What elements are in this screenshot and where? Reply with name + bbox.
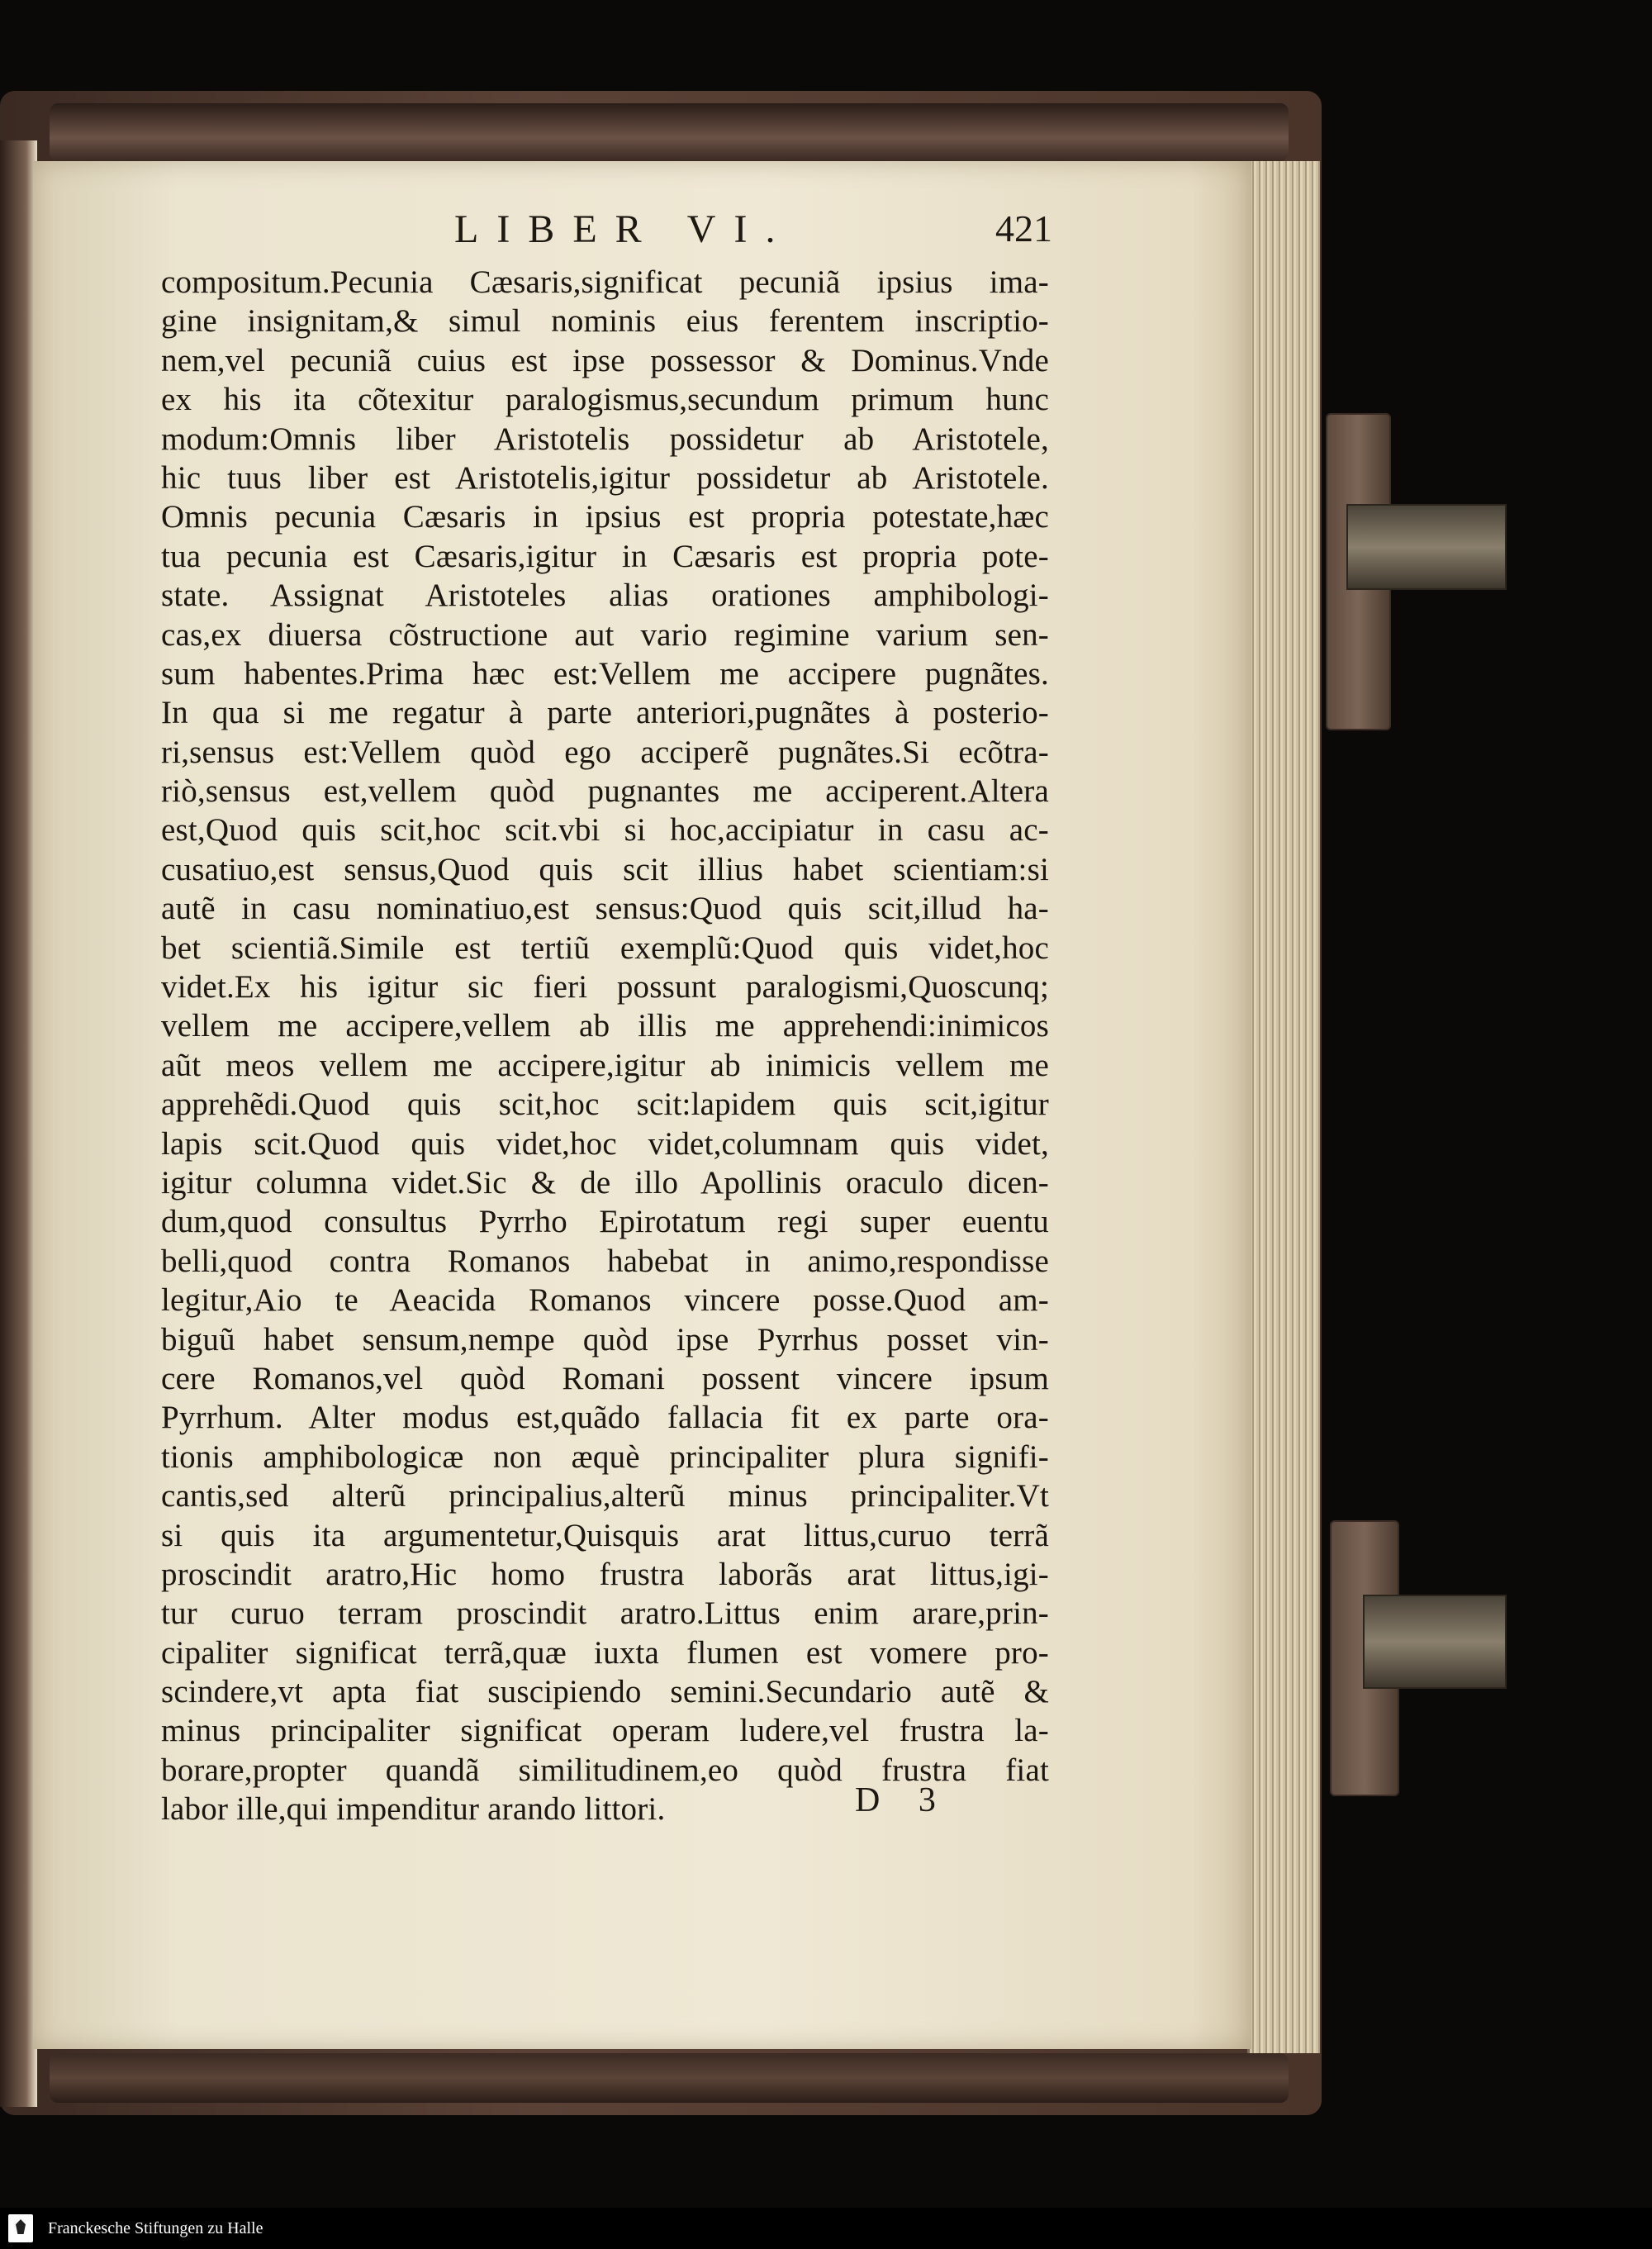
text-line: sum habentes.Prima hæc est:Vellem me accipere pugnãtes.: [161, 655, 1049, 692]
text-line: minus principaliter significat operam ludere,vel frustra la-: [161, 1713, 1049, 1749]
text-line: tionis amphibologicæ non æquè principaliter plura signifi-: [161, 1438, 1049, 1475]
text-line: dum,quod consultus Pyrrho Epirotatum regi super euentu: [161, 1204, 1049, 1240]
text-line: proscindit aratro,Hic homo frustra laborãs arat littus,igi-: [161, 1556, 1049, 1592]
institution-logo-icon: [8, 2214, 33, 2242]
text-line: cere Romanos,vel quòd Romani possent vincere ipsum: [161, 1360, 1049, 1396]
text-line: est,Quod quis scit,hoc scit.vbi si hoc,accipiatur in casu ac-: [161, 812, 1049, 849]
text-line: apprehẽdi.Quod quis scit,hoc scit:lapidem quis scit,igitur: [161, 1086, 1049, 1123]
text-line: videt.Ex his igitur sic fieri possunt paralogismi,Quoscunq;: [161, 969, 1049, 1006]
text-line: Pyrrhum. Alter modus est,quãdo fallacia fit ex parte ora-: [161, 1400, 1049, 1436]
text-line: aũt meos vellem me accipere,igitur ab inimicis vellem me: [161, 1047, 1049, 1083]
text-line: hic tuus liber est Aristotelis,igitur possidetur ab Aristotele.: [161, 459, 1049, 496]
text-line: Omnis pecunia Cæsaris in ipsius est propria potestate,hæc: [161, 499, 1049, 535]
text-line: lapis scit.Quod quis videt,hoc videt,columnam quis videt,: [161, 1125, 1049, 1162]
text-line: riò,sensus est,vellem quòd pugnantes me acciperent.Altera: [161, 773, 1049, 810]
page-number: 421: [995, 207, 1052, 250]
text-line: legitur,Aio te Aeacida Romanos vincere posse.Quod am-: [161, 1282, 1049, 1319]
text-line: labor ille,qui impenditur arando littori.: [161, 1791, 666, 1828]
text-line: cas,ex diuersa cõstructione aut vario regimine varium sen-: [161, 616, 1049, 653]
text-line: modum:Omnis liber Aristotelis possidetur ab Aristotele,: [161, 421, 1049, 457]
body-text: [161, 263, 1049, 1829]
running-title: LIBER VI.: [454, 207, 794, 251]
left-page-edge: [0, 140, 37, 2107]
text-line: cipaliter significat terrã,quæ iuxta flumen est vomere pro-: [161, 1634, 1049, 1671]
text-line: gine insignitam,& simul nominis eius ferentem inscriptio-: [161, 303, 1049, 340]
cover-bottom-edge: [50, 2053, 1289, 2103]
cover-top-edge: [50, 103, 1289, 161]
signature-mark: D 3: [855, 1781, 951, 1819]
text-line: ex his ita cõtexitur paralogismus,secundum primum hunc: [161, 382, 1049, 418]
text-line: cantis,sed alterũ principalius,alterũ minus principaliter.Vt: [161, 1478, 1049, 1514]
footer-bar: [0, 2208, 1652, 2249]
text-line: compositum.Pecunia Cæsaris,significat pecuniã ipsius ima-: [161, 264, 1049, 300]
text-line: scindere,vt apta fiat suscipiendo semini.Secundario autẽ &: [161, 1674, 1049, 1710]
page-fore-edge: [1247, 161, 1320, 2053]
lower-clasp-hinge: [1363, 1595, 1507, 1689]
text-line: state. Assignat Aristoteles alias orationes amphibologi-: [161, 578, 1049, 614]
text-line: In qua si me regatur à parte anteriori,pugnãtes à posterio-: [161, 695, 1049, 731]
text-line: nem,vel pecuniã cuius est ipse possessor & Dominus.Vnde: [161, 342, 1049, 378]
text-line: belli,quod contra Romanos habebat in animo,respondisse: [161, 1243, 1049, 1279]
text-line: cusatiuo,est sensus,Quod quis scit illius habet scientiam:si: [161, 851, 1049, 887]
text-line: igitur columna videt.Sic & de illo Apollinis oraculo dicen-: [161, 1164, 1049, 1201]
upper-clasp-hinge: [1346, 504, 1507, 590]
text-line: vellem me accipere,vellem ab illis me apprehendi:inimicos: [161, 1008, 1049, 1044]
footer-institution: Franckesche Stiftungen zu Halle: [48, 2219, 263, 2237]
text-line: autẽ in casu nominatiuo,est sensus:Quod quis scit,illud ha-: [161, 891, 1049, 927]
text-line: ri,sensus est:Vellem quòd ego acciperẽ pugnãtes.Si ecõtra-: [161, 734, 1049, 770]
text-line: tur curuo terram proscindit aratro.Littus enim arare,prin-: [161, 1595, 1049, 1632]
running-head: [0, 207, 1652, 256]
text-line: si quis ita argumentetur,Quisquis arat littus,curuo terrã: [161, 1517, 1049, 1553]
text-line: tua pecunia est Cæsaris,igitur in Cæsaris est propria pote-: [161, 538, 1049, 574]
text-line: bet scientiã.Simile est tertiũ exemplũ:Quod quis videt,hoc: [161, 930, 1049, 966]
text-line: borare,propter quandã similitudinem,eo quòd frustra fiat: [161, 1752, 1049, 1788]
text-line: biguũ habet sensum,nempe quòd ipse Pyrrhus posset vin-: [161, 1321, 1049, 1357]
